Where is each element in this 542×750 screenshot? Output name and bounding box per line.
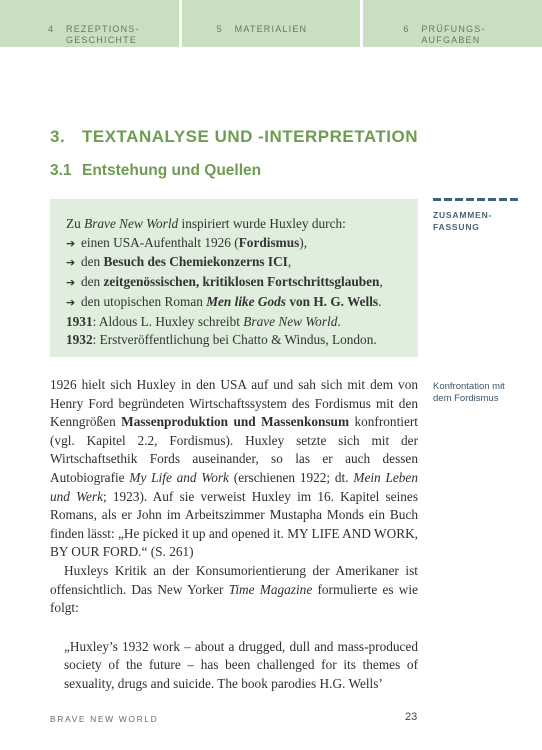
tab-number: 5 xyxy=(216,24,223,34)
tab-label: REZEPTIONS- GESCHICHTE xyxy=(66,24,140,45)
chapter-number: 3. xyxy=(50,127,66,146)
section-title: Entstehung und Quellen xyxy=(82,162,262,179)
summary-year-1931: 1931: Aldous L. Huxley schreibt Brave New World. xyxy=(66,313,341,329)
summary-box xyxy=(50,199,418,357)
summary-intro: Zu Brave New World inspiriert wurde Huxley durch: xyxy=(66,216,346,231)
tab-rezeptionsgeschichte[interactable] xyxy=(0,0,179,47)
chapter-heading xyxy=(50,127,418,147)
tab-pruefungsaufgaben[interactable] xyxy=(363,0,542,47)
summary-bullet: ➔ den zeitgenössischen, kritiklosen Fortschrittsglauben, xyxy=(66,273,402,293)
paragraph: Huxleys Kritik an der Konsumorientierung der Amerikaner ist offensichtlich. Das New Yorker Time Magazine formulierte es wie folgt: xyxy=(50,562,418,616)
footer-book-title: BRAVE NEW WORLD xyxy=(50,714,159,724)
summary-bullet: ➔ den Besuch des Chemiekonzerns ICI, xyxy=(66,253,402,273)
section-heading xyxy=(50,162,261,180)
tab-label: MATERIALIEN xyxy=(234,24,308,34)
chapter-tabs xyxy=(0,0,542,47)
arrow-right-icon: ➔ xyxy=(66,236,76,250)
margin-note-fordismus: Konfrontation mit dem Fordismus xyxy=(433,381,505,404)
arrow-right-icon: ➔ xyxy=(66,295,76,309)
summary-bullet: ➔ den utopischen Roman Men like Gods von H. G. Wells. xyxy=(66,293,402,313)
block-quote: „Huxley’s 1932 work – about a drugged, dull and mass-produced society of the future – has been challenged for its themes of sexuality, drugs and suicide. The book parodies H.G. Wells’ xyxy=(64,638,418,691)
page-number: 23 xyxy=(405,711,418,723)
margin-dash-rule xyxy=(433,198,520,201)
arrow-right-icon: ➔ xyxy=(66,276,76,290)
summary-bullet: ➔ einen USA-Aufenthalt 1926 (Fordismus), xyxy=(66,234,402,254)
section-number: 3.1 xyxy=(50,162,72,179)
summary-year-1932: 1932: Erstveröffentlichung bei Chatto & Windus, London. xyxy=(66,332,377,348)
chapter-title: TEXTANALYSE UND -INTERPRETATION xyxy=(82,127,418,146)
paragraph: 1926 hielt sich Huxley in den USA auf und sah sich mit dem von Henry Ford begründeten Wirtschaftssystem des Fordismus mit den Kenngrößen Massenproduktion und Massenkonsum konfrontiert (vgl. Kapitel 2.2, Fordismus). Huxley setzte sich mit der Wirtschaftsethik Fords auseinander, so las er auch dessen Autobiografie My Life and Work (erschienen 1922; dt. Mein Leben und Werk; 1923). Auf sie verweist Huxley im 16. Kapitel seines Romans, als er John im Arbeitszimmer Mustapha Monds ein Buch finden lässt: „He picked it up and opened it. MY LIFE AND WORK, BY OUR FORD.“ (S. 261) xyxy=(50,377,419,560)
tab-label: PRÜFUNGS- AUFGABEN xyxy=(421,24,486,45)
margin-summary-label: ZUSAMMEN- FASSUNG xyxy=(433,210,493,232)
tab-number: 4 xyxy=(48,24,55,34)
arrow-right-icon: ➔ xyxy=(66,256,76,270)
tab-materialien[interactable] xyxy=(182,0,361,47)
tab-number: 6 xyxy=(403,24,410,34)
body-text xyxy=(50,376,418,694)
